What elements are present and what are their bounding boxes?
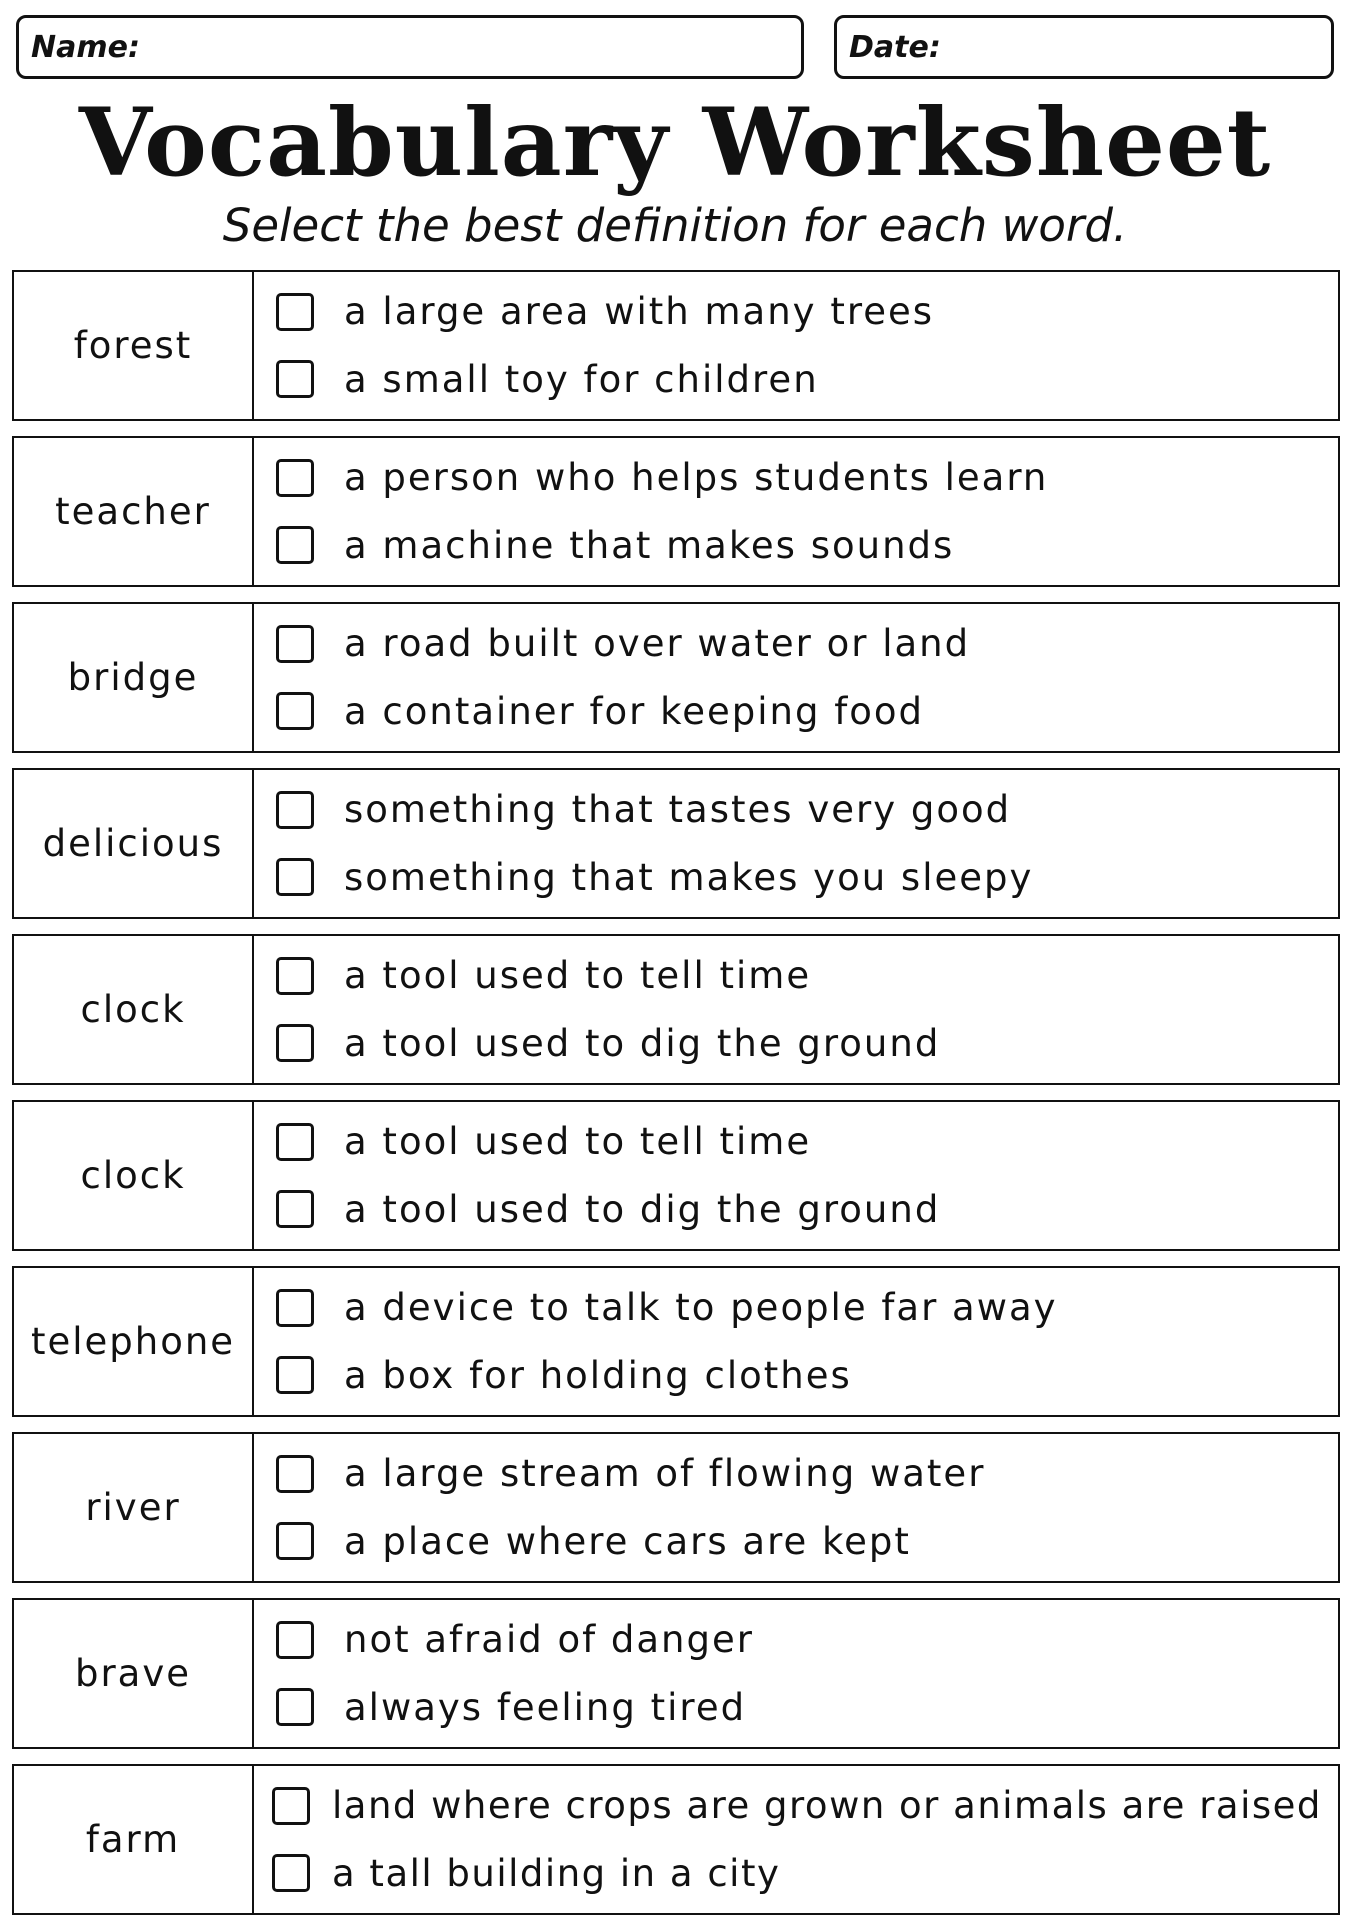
vocab-row	[12, 1598, 1340, 1749]
definition-text: a tool used to tell time	[344, 1120, 812, 1164]
definition-text: a place where cars are kept	[344, 1519, 911, 1563]
definition-option[interactable]	[276, 690, 1338, 733]
checkbox[interactable]	[276, 692, 314, 730]
definition-options	[254, 1600, 1338, 1747]
vocab-word: clock	[14, 936, 254, 1083]
checkbox[interactable]	[276, 1522, 314, 1560]
vocab-word: delicious	[14, 770, 254, 917]
definition-text: a tool used to tell time	[344, 954, 812, 998]
definition-text: land where crops are grown or animals are raised	[332, 1784, 1322, 1828]
checkbox[interactable]	[276, 1190, 314, 1228]
definition-options	[254, 1268, 1338, 1415]
vocab-row	[12, 1100, 1340, 1251]
vocab-row	[12, 1764, 1340, 1915]
name-label: Name:	[31, 30, 140, 65]
checkbox[interactable]	[272, 1787, 310, 1825]
worksheet-title: Vocabulary Worksheet	[78, 88, 1272, 198]
vocab-row	[12, 602, 1340, 753]
checkbox[interactable]	[276, 1356, 314, 1394]
definition-option[interactable]	[276, 1452, 1338, 1495]
date-label: Date:	[849, 30, 941, 65]
date-field[interactable]	[834, 15, 1334, 79]
definition-text: always feeling tired	[344, 1685, 747, 1729]
definition-text: a large stream of flowing water	[344, 1452, 986, 1496]
definition-options	[254, 1766, 1338, 1913]
definition-option[interactable]	[276, 1354, 1338, 1397]
definition-option[interactable]	[272, 1852, 1338, 1895]
definition-option[interactable]	[276, 622, 1338, 665]
checkbox[interactable]	[272, 1854, 310, 1892]
vocab-word: teacher	[14, 438, 254, 585]
checkbox[interactable]	[276, 625, 314, 663]
definition-option[interactable]	[276, 290, 1338, 333]
definition-option[interactable]	[276, 1618, 1338, 1661]
checkbox[interactable]	[276, 526, 314, 564]
checkbox[interactable]	[276, 957, 314, 995]
definition-option[interactable]	[276, 1188, 1338, 1231]
vocab-row	[12, 436, 1340, 587]
definition-text: something that makes you sleepy	[344, 855, 1034, 899]
definition-option[interactable]	[276, 524, 1338, 567]
checkbox[interactable]	[276, 858, 314, 896]
definition-text: a road built over water or land	[344, 622, 971, 666]
worksheet-instructions: Select the best definition for each word.	[222, 199, 1128, 252]
definition-text: a tall building in a city	[332, 1851, 781, 1895]
vocab-row	[12, 1432, 1340, 1583]
definition-options	[254, 936, 1338, 1083]
checkbox[interactable]	[276, 1123, 314, 1161]
definition-option[interactable]	[276, 954, 1338, 997]
definition-text: a tool used to dig the ground	[344, 1187, 941, 1231]
vocab-row	[12, 934, 1340, 1085]
checkbox[interactable]	[276, 293, 314, 331]
definition-option[interactable]	[276, 1286, 1338, 1329]
vocab-word: clock	[14, 1102, 254, 1249]
definition-text: a container for keeping food	[344, 689, 925, 733]
definition-option[interactable]	[276, 1022, 1338, 1065]
checkbox[interactable]	[276, 360, 314, 398]
definition-option[interactable]	[276, 1686, 1338, 1729]
checkbox[interactable]	[276, 1621, 314, 1659]
checkbox[interactable]	[276, 459, 314, 497]
definition-options	[254, 272, 1338, 419]
definition-options	[254, 770, 1338, 917]
definition-option[interactable]	[272, 1784, 1338, 1827]
vocab-word: river	[14, 1434, 254, 1581]
definition-option[interactable]	[276, 788, 1338, 831]
vocab-word: bridge	[14, 604, 254, 751]
vocab-word: forest	[14, 272, 254, 419]
vocabulary-table	[12, 270, 1340, 1930]
definition-option[interactable]	[276, 1520, 1338, 1563]
definition-option[interactable]	[276, 856, 1338, 899]
definition-text: a box for holding clothes	[344, 1353, 852, 1397]
checkbox[interactable]	[276, 1688, 314, 1726]
definition-option[interactable]	[276, 456, 1338, 499]
vocab-row	[12, 1266, 1340, 1417]
definition-text: a large area with many trees	[344, 290, 935, 334]
checkbox[interactable]	[276, 1289, 314, 1327]
checkbox[interactable]	[276, 1455, 314, 1493]
checkbox[interactable]	[276, 791, 314, 829]
definition-options	[254, 1102, 1338, 1249]
definition-option[interactable]	[276, 1120, 1338, 1163]
vocab-row	[12, 270, 1340, 421]
checkbox[interactable]	[276, 1024, 314, 1062]
definition-text: a machine that makes sounds	[344, 523, 955, 567]
definition-option[interactable]	[276, 358, 1338, 401]
definition-text: a device to talk to people far away	[344, 1286, 1058, 1330]
vocab-row	[12, 768, 1340, 919]
definition-options	[254, 1434, 1338, 1581]
definition-text: a person who helps students learn	[344, 456, 1049, 500]
vocab-word: telephone	[14, 1268, 254, 1415]
name-field[interactable]	[16, 15, 804, 79]
definition-text: something that tastes very good	[344, 788, 1012, 832]
definition-text: a tool used to dig the ground	[344, 1021, 941, 1065]
definition-options	[254, 604, 1338, 751]
vocab-word: brave	[14, 1600, 254, 1747]
definition-options	[254, 438, 1338, 585]
definition-text: a small toy for children	[344, 357, 819, 401]
vocab-word: farm	[14, 1766, 254, 1913]
definition-text: not afraid of danger	[344, 1618, 754, 1662]
